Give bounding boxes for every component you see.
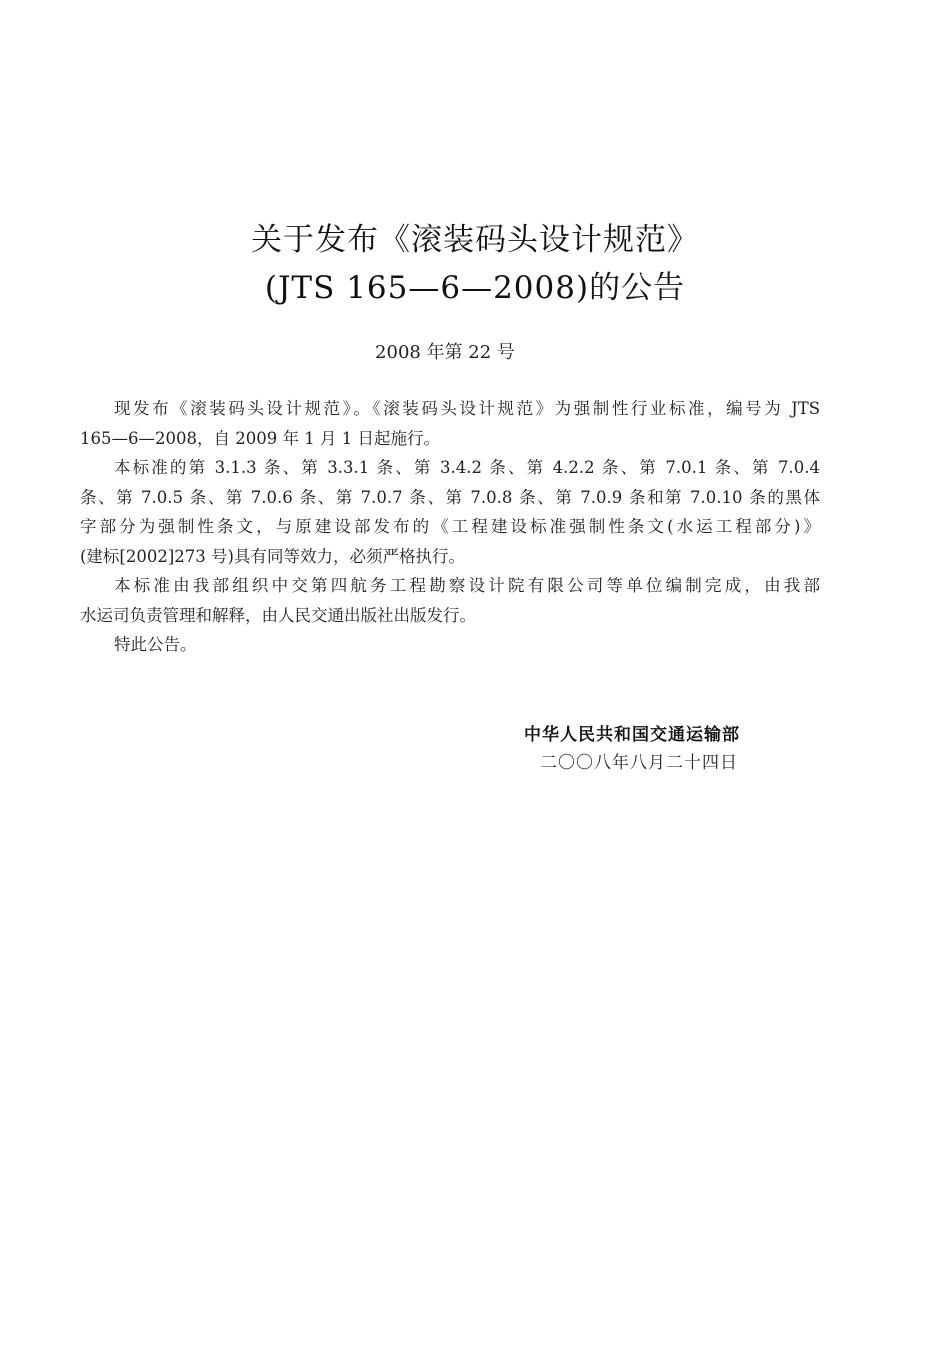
body-line: 本标准的第 3.1.3 条、第 3.3.1 条、第 3.4.2 条、第 4.2.2 条、第 7.0.1 条、第 7.0.4 (114, 458, 820, 477)
body-line: 字部分为强制性条文，与原建设部发布的《工程建设标准强制性条文(水运工程部分)》 (80, 517, 820, 536)
body-line: 特此公告。 (114, 635, 197, 654)
issuing-organization: 中华人民共和国交通运输部 (524, 725, 740, 745)
document-number: 2008 年第 22 号 (375, 342, 515, 363)
body-line: 现发布《滚装码头设计规范》。《滚装码头设计规范》为强制性行业标准，编号为 JTS (114, 399, 820, 418)
body-line: 165—6—2008，自 2009 年 1 月 1 日起施行。 (80, 428, 440, 448)
title-line-2: (JTS 165—6—2008)的公告 (264, 270, 686, 306)
title-line-1: 关于发布《滚装码头设计规范》 (251, 222, 699, 258)
announcement-body (80, 394, 820, 660)
body-line: (建标[2002]273 号)具有同等效力，必须严格执行。 (80, 546, 465, 566)
body-line: 水运司负责管理和解释，由人民交通出版社出版发行。 (80, 605, 476, 625)
body-line: 本标准由我部组织中交第四航务工程勘察设计院有限公司等单位编制完成，由我部 (114, 576, 820, 595)
issue-date: 二〇〇八年八月二十四日 (540, 753, 738, 773)
body-line: 条、第 7.0.5 条、第 7.0.6 条、第 7.0.7 条、第 7.0.8 条、第 7.0.9 条和第 7.0.10 条的黑体 (80, 487, 820, 507)
